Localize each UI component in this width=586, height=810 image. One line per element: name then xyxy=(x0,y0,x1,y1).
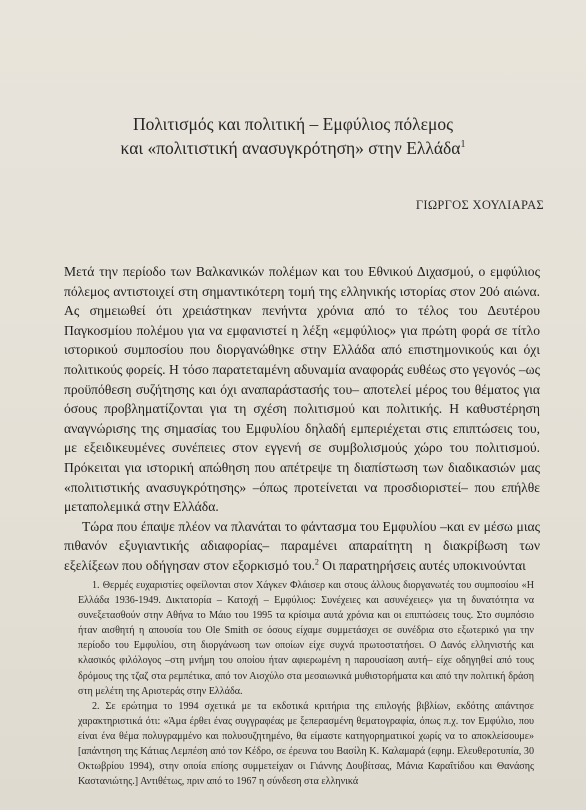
footnote-2: 2. Σε ερώτημα το 1994 σχετικά με τα εκδοτικά κριτήρια της επιλογής βιβλίων, εκδότης απάντησε χαρακτηριστικά ότι: «Άμα έρθει ένας συγγραφέας με ξεπερασμένη θεματογραφία, όπως π.χ. τον Εμφύλιο, που είναι ένα θέμα πολυγραμμένο και πολυσυζητημένο, θα είμαστε κατηγορηματικοί χωρίς να το αποκλείσουμε» [απάντηση της Κάτιας Λεμπέση από τον Κέδρο, σε έρευνα του Βασίλη Κ. Καλαμαρά (εφημ. Ελευθεροτυπία, 30 Οκτωβρίου 1994), στην οποία επίσης συμμετείχαν οι Γιάννης Δουβίτσας, Μάνια Καραΐτίδου και Θανάσης Καστανιώτης.] Αντιθέτως, πριν από το 1967 η σύνδεση στα ελληνικά xyxy=(78,700,534,788)
body-paragraph-2-tail: Οι παρατηρήσεις αυτές υποκινούνται xyxy=(318,557,526,573)
body-footnote-mark: 2 xyxy=(314,557,319,567)
footnote-1: 1. Θερμές ευχαριστίες οφείλονται στον Χάγκεν Φλάισερ και στους άλλους διοργανωτές του συμποσίου «Η Ελλάδα 1936-1949. Δικτατορία – Κατοχή – Εμφύλιος: Συνέχειες και ασυνέχειες» για τη δυνατότητα να συνεξετασθούν στην Αθήνα το Μάιο του 1995 τα κρίσιμα αυτά χρόνια και οι επιπτώσεις τους. Στο συμπόσιο ήταν αισθητή η απουσία του Ole Smith σε όσους είχαμε συμμετάσχει σε συνέδρια στο εξωτερικό για την περίοδο του Εμφυλίου, στη διοργάνωση των οποίων είχε συχνά πρωτοστατήσει. Ο Δανός ελληνιστής και κλασικός φιλόλογος –στη μνήμη του οποίου ήταν αφιερωμένη η παρουσίαση αυτή– είχε οδηγηθεί από τους δρόμους της τζαζ στα ρεμπέτικα, από τον Αισχύλο στα μεσαιωνικά μυθιστορήματα και από την πολιτική δράση στη μελέτη της Αριστεράς στην Ελλάδα. xyxy=(78,580,534,697)
title-footnote-mark: 1 xyxy=(460,139,466,151)
body-paragraph-2 xyxy=(64,517,540,576)
body-text xyxy=(64,262,540,576)
body-paragraph-2-text: Τώρα που έπαψε πλέον να πλανάται το φάντασμα του Εμφυλίου –και εν μέσω μιας πιθανόν εξυγιαντικής αδιαφορίας– παραμένει απαραίτητη η διακρίβωση των εξελίξεων που οδήγησαν στον εξορκισμό του. xyxy=(64,518,540,573)
title-line-1: Πολιτισμός και πολιτική – Εμφύλιος πόλεμος xyxy=(132,114,454,134)
title-line-2 xyxy=(0,136,586,160)
body-paragraph-1: Μετά την περίοδο των Βαλκανικών πολέμων και του Εθνικού Διχασμού, ο εμφύλιος πόλεμος αντιστοιχεί στη σημαντικότερη τομή της ελληνικής ιστορίας στον 20ό αιώνα. Ας σημειωθεί ότι χρειάστηκαν πενήντα χρόνια από το τέλος του Δευτέρου Παγκοσμίου πολέμου για να εμφανιστεί η λέξη «εμφύλιος» για πρώτη φορά σε τίτλο ιστορικού συμποσίου που διοργανώθηκε στην Ελλάδα από επιστημονικούς και όχι πολιτικούς φορείς. Η τόσο παρατεταμένη αδυναμία αναφοράς ευθέως στο γεγονός –ως προϋπόθεση συζήτησης και όχι αναπαράστασής του– αποτελεί μέρος του θέματος για όσους προβληματίζονται για τη σχέση πολιτισμού και πολιτικής. Η καθυστέρηση αναγνώρισης της σημασίας του Εμφυλίου δηλαδή εμπεριέχεται στις επιπτώσεις του, με εξειδικευμένες συνέπειες στον εγγενή σε συμβολισμούς χώρο του πολιτισμού. Πρόκειται για ιστορική απώθηση που απέτρεψε τη διαπίστωση των διαδικασιών μας «πολιτιστικής ανασυγκρότησης» –όπως προτείνεται να προσδιοριστεί– που επήλθε μεταπολεμικά στην Ελλάδα. xyxy=(64,264,540,515)
title-line-2-text: και «πολιτιστική ανασυγκρότηση» στην Ελλάδα xyxy=(120,138,461,158)
author-name: ΓΙΩΡΓΟΣ ΧΟΥΛΙΑΡΑΣ xyxy=(415,198,544,212)
footnotes xyxy=(78,578,534,789)
article-title xyxy=(0,112,586,160)
